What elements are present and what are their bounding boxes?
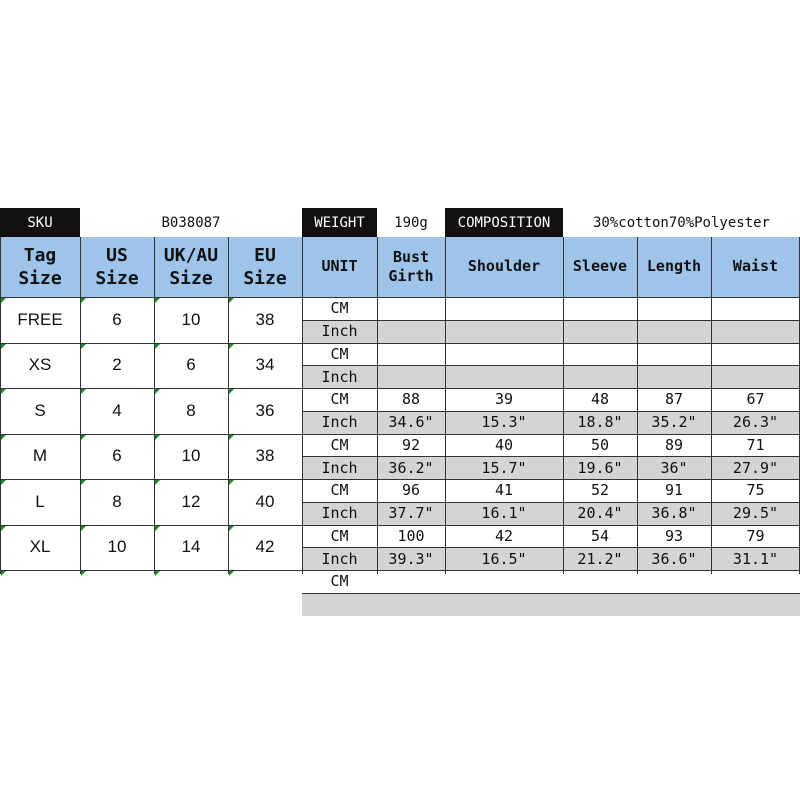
weight-label: WEIGHT bbox=[302, 208, 377, 237]
cell-marker bbox=[1, 435, 6, 440]
header-unit: UNIT bbox=[302, 237, 377, 297]
inch-bust-cell: 39.3" bbox=[377, 547, 445, 570]
inch-shoulder-cell bbox=[445, 365, 563, 388]
cm-unit-cell: CM bbox=[330, 572, 349, 591]
cm-waist-cell: 79 bbox=[746, 526, 765, 545]
row-border bbox=[0, 525, 800, 526]
cm-unit-cell: CM bbox=[330, 299, 349, 318]
inch-shoulder-cell: 16.5" bbox=[445, 547, 563, 570]
inch-shoulder-cell: 15.3" bbox=[445, 411, 563, 434]
cm-length-cell bbox=[637, 297, 711, 320]
cell-marker bbox=[155, 298, 160, 303]
cm-waist-cell bbox=[711, 343, 800, 366]
cell-marker bbox=[155, 526, 160, 531]
inch-waist-cell bbox=[711, 365, 800, 388]
inch-bust-cell: 37.7" bbox=[377, 502, 445, 525]
cell-marker bbox=[155, 435, 160, 440]
column-border bbox=[154, 237, 155, 574]
cm-sleeve-cell bbox=[563, 343, 637, 366]
size-us-cell: 8 bbox=[112, 491, 122, 511]
row-border bbox=[0, 343, 800, 344]
column-border bbox=[711, 237, 712, 574]
inch-shoulder-cell: 15.7" bbox=[445, 456, 563, 479]
size-tag-cell: S bbox=[34, 400, 46, 420]
size-us-cell: 4 bbox=[112, 400, 122, 420]
size-ukau-cell: 10 bbox=[181, 446, 201, 466]
size-ukau-cell: 12 bbox=[181, 491, 201, 511]
inch-waist-cell: 29.5" bbox=[711, 502, 800, 525]
header-tag-size: Tag Size bbox=[0, 237, 80, 297]
column-border bbox=[80, 237, 81, 574]
cm-shoulder-cell: 42 bbox=[494, 526, 514, 545]
cell-marker bbox=[1, 571, 6, 576]
column-border bbox=[563, 237, 564, 574]
cm-bust-cell: 92 bbox=[401, 435, 421, 454]
inch-unit-cell: Inch bbox=[302, 547, 377, 570]
size-tag-cell: XL bbox=[29, 537, 51, 557]
inch-unit-cell: Inch bbox=[302, 411, 377, 434]
size-us-cell: 6 bbox=[112, 446, 122, 466]
inch-length-cell: 36" bbox=[637, 456, 711, 479]
inch-sleeve-cell: 19.6" bbox=[563, 456, 637, 479]
inch-length-cell: 35.2" bbox=[637, 411, 711, 434]
cm-shoulder-cell: 41 bbox=[494, 481, 514, 500]
size-ukau-cell: 14 bbox=[181, 537, 201, 557]
inch-waist-cell: 26.3" bbox=[711, 411, 800, 434]
weight-value: 190g bbox=[394, 214, 428, 231]
size-eu-cell: 36 bbox=[255, 400, 275, 420]
cm-shoulder-cell bbox=[445, 570, 563, 593]
cm-sleeve-cell: 54 bbox=[590, 526, 610, 545]
cm-shoulder-cell: 40 bbox=[494, 435, 514, 454]
cell-marker bbox=[155, 344, 160, 349]
cm-waist-cell: 67 bbox=[746, 390, 765, 409]
size-tag-cell: M bbox=[32, 446, 48, 466]
size-tag-cell: FREE bbox=[17, 309, 63, 329]
cell-marker bbox=[229, 571, 234, 576]
inch-unit-cell: Inch bbox=[302, 365, 377, 388]
header-eu-size: EU Size bbox=[228, 237, 302, 297]
cm-bust-cell: 96 bbox=[401, 481, 421, 500]
column-border bbox=[637, 237, 638, 574]
inch-sleeve-cell bbox=[563, 593, 637, 616]
inch-sleeve-cell bbox=[563, 320, 637, 343]
cell-marker bbox=[81, 298, 86, 303]
cm-length-cell bbox=[637, 570, 711, 593]
inch-waist-cell bbox=[711, 593, 800, 616]
cell-marker bbox=[81, 344, 86, 349]
inch-bust-cell bbox=[377, 593, 445, 616]
inch-unit-cell: Inch bbox=[302, 456, 377, 479]
cm-length-cell: 89 bbox=[664, 435, 684, 454]
column-border bbox=[445, 237, 446, 574]
inch-shoulder-cell bbox=[445, 320, 563, 343]
size-us-cell bbox=[80, 570, 154, 616]
cell-marker bbox=[229, 298, 234, 303]
cm-length-cell: 91 bbox=[664, 481, 684, 500]
column-border bbox=[0, 237, 1, 574]
inch-bust-cell: 36.2" bbox=[377, 456, 445, 479]
row-border bbox=[0, 570, 800, 571]
inch-waist-cell bbox=[711, 320, 800, 343]
inch-waist-cell: 27.9" bbox=[711, 456, 800, 479]
cell-marker bbox=[81, 571, 86, 576]
row-border bbox=[0, 434, 800, 435]
sku-value: B038087 bbox=[161, 214, 221, 231]
cell-marker bbox=[1, 344, 6, 349]
size-ukau-cell: 6 bbox=[186, 355, 196, 375]
size-tag-cell bbox=[0, 570, 80, 616]
cell-marker bbox=[81, 389, 86, 394]
column-border bbox=[228, 237, 229, 574]
cm-waist-cell bbox=[711, 297, 800, 320]
cm-shoulder-cell: 39 bbox=[494, 390, 514, 409]
inch-shoulder-cell: 16.1" bbox=[445, 502, 563, 525]
cell-marker bbox=[229, 344, 234, 349]
cm-bust-cell: 100 bbox=[397, 526, 425, 545]
size-us-cell: 10 bbox=[107, 537, 127, 557]
size-ukau-cell: 8 bbox=[186, 400, 196, 420]
cell-marker bbox=[229, 435, 234, 440]
size-eu-cell: 40 bbox=[255, 491, 275, 511]
header-us-size: US Size bbox=[80, 237, 154, 297]
row-border bbox=[0, 388, 800, 389]
composition-label: COMPOSITION bbox=[445, 208, 563, 237]
inch-length-cell: 36.6" bbox=[637, 547, 711, 570]
cell-marker bbox=[155, 389, 160, 394]
cm-bust-cell bbox=[377, 570, 445, 593]
inch-bust-cell: 34.6" bbox=[377, 411, 445, 434]
cm-sleeve-cell: 50 bbox=[590, 435, 610, 454]
composition-value: 30%cotton70%Polyester bbox=[592, 214, 770, 231]
cell-marker bbox=[155, 480, 160, 485]
cm-shoulder-cell bbox=[445, 343, 563, 366]
cm-sleeve-cell: 52 bbox=[590, 481, 610, 500]
inch-length-cell bbox=[637, 365, 711, 388]
cm-length-cell: 87 bbox=[664, 390, 684, 409]
cm-bust-cell: 88 bbox=[401, 390, 421, 409]
cell-marker bbox=[1, 526, 6, 531]
cm-sleeve-cell bbox=[563, 570, 637, 593]
inch-length-cell: 36.8" bbox=[637, 502, 711, 525]
inch-waist-cell: 31.1" bbox=[711, 547, 800, 570]
cell-marker bbox=[229, 480, 234, 485]
cm-length-cell: 93 bbox=[664, 526, 684, 545]
cell-marker bbox=[1, 389, 6, 394]
size-tag-cell: XS bbox=[28, 355, 52, 375]
inch-sleeve-cell bbox=[563, 365, 637, 388]
inch-length-cell bbox=[637, 593, 711, 616]
cm-length-cell bbox=[637, 343, 711, 366]
size-ukau-cell bbox=[154, 570, 228, 616]
cell-marker bbox=[229, 389, 234, 394]
column-border bbox=[377, 237, 378, 574]
inch-bust-cell bbox=[377, 365, 445, 388]
inch-sleeve-cell: 18.8" bbox=[563, 411, 637, 434]
cm-unit-cell: CM bbox=[330, 481, 349, 500]
inch-unit-cell: Inch bbox=[302, 320, 377, 343]
cm-waist-cell: 75 bbox=[746, 481, 765, 500]
cell-marker bbox=[81, 435, 86, 440]
size-us-cell: 6 bbox=[112, 309, 122, 329]
cm-sleeve-cell: 48 bbox=[590, 390, 610, 409]
size-ukau-cell: 10 bbox=[181, 309, 201, 329]
row-border bbox=[0, 479, 800, 480]
cm-unit-cell: CM bbox=[330, 344, 349, 363]
header-length: Length bbox=[637, 237, 711, 297]
cell-marker bbox=[155, 571, 160, 576]
cell-marker bbox=[229, 526, 234, 531]
header-shoulder: Shoulder bbox=[445, 237, 563, 297]
sku-label: SKU bbox=[0, 208, 80, 237]
row-border bbox=[0, 297, 800, 298]
size-tag-cell: L bbox=[35, 491, 45, 511]
size-eu-cell: 34 bbox=[255, 355, 275, 375]
size-eu-cell: 42 bbox=[255, 537, 275, 557]
column-border bbox=[302, 237, 303, 574]
cell-marker bbox=[81, 480, 86, 485]
size-eu-cell bbox=[228, 570, 302, 616]
header-waist: Waist bbox=[711, 237, 800, 297]
size-us-cell: 2 bbox=[112, 355, 122, 375]
inch-unit-cell bbox=[302, 593, 377, 616]
cell-marker bbox=[1, 480, 6, 485]
size-chart-table bbox=[0, 208, 800, 591]
unit-row-border bbox=[302, 593, 800, 594]
inch-shoulder-cell bbox=[445, 593, 563, 616]
cm-shoulder-cell bbox=[445, 297, 563, 320]
size-eu-cell: 38 bbox=[255, 446, 275, 466]
cm-waist-cell: 71 bbox=[746, 435, 765, 454]
cm-unit-cell: CM bbox=[330, 390, 349, 409]
inch-bust-cell bbox=[377, 320, 445, 343]
cm-sleeve-cell bbox=[563, 297, 637, 320]
cm-unit-cell: CM bbox=[330, 435, 349, 454]
header-sleeve: Sleeve bbox=[563, 237, 637, 297]
cm-bust-cell bbox=[377, 297, 445, 320]
cell-marker bbox=[1, 298, 6, 303]
inch-unit-cell: Inch bbox=[302, 502, 377, 525]
inch-sleeve-cell: 20.4" bbox=[563, 502, 637, 525]
inch-sleeve-cell: 21.2" bbox=[563, 547, 637, 570]
inch-length-cell bbox=[637, 320, 711, 343]
cm-waist-cell bbox=[711, 570, 800, 593]
size-eu-cell: 38 bbox=[255, 309, 275, 329]
header-bust-girth: Bust Girth bbox=[377, 237, 445, 297]
cm-bust-cell bbox=[377, 343, 445, 366]
cell-marker bbox=[81, 526, 86, 531]
header-ukau-size: UK/AU Size bbox=[154, 237, 228, 297]
cm-unit-cell: CM bbox=[330, 526, 349, 545]
